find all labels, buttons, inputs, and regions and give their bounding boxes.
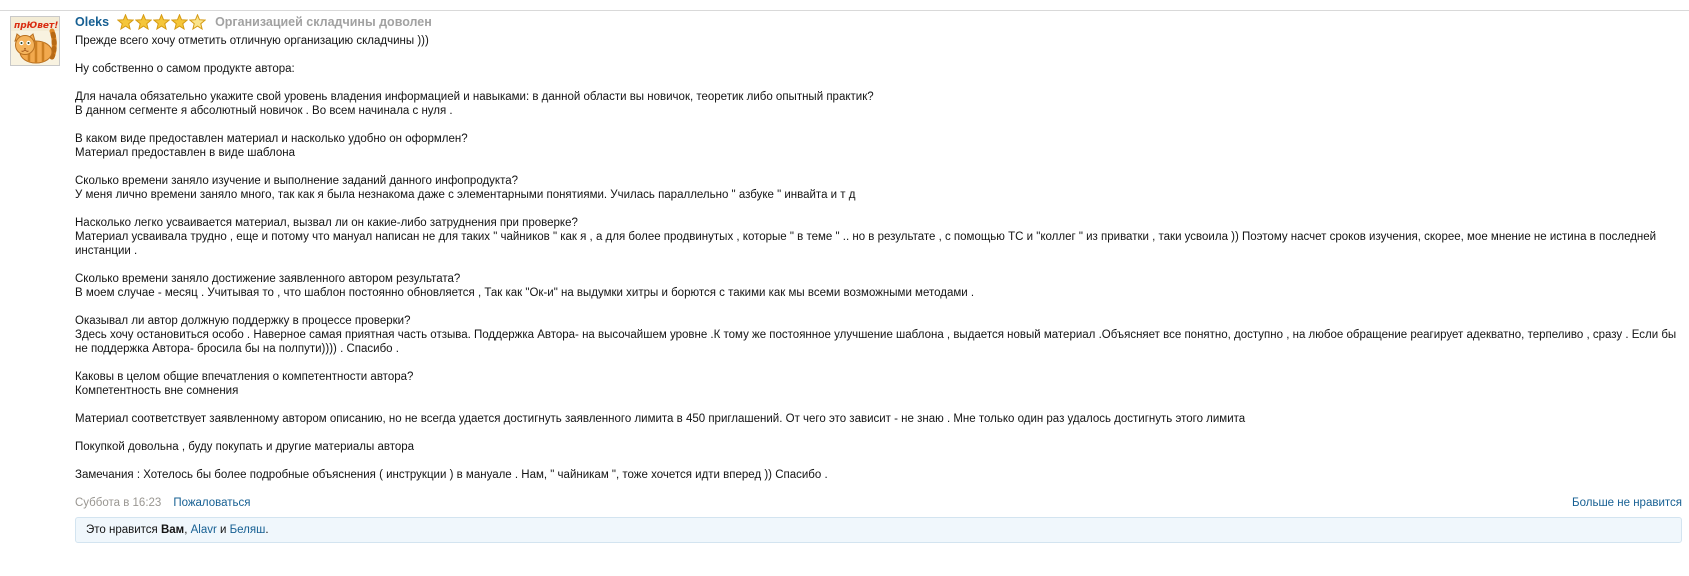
message-line: У меня лично времени заняло много, так как я была незнакома даже с элементарными понятиями. Училась параллельно " азбуке " инвайта и т д <box>75 189 856 202</box>
author-username-link[interactable]: Oleks <box>75 15 110 29</box>
message-line: Для начала обязательно укажите свой уровень владения информацией и навыками: в данной области вы новичок, теоретик либо опытный практик? <box>75 91 874 104</box>
message-line: Каковы в целом общие впечатления о компетентности автора? <box>75 371 414 384</box>
message-line: Прежде всего хочу отметить отличную организацию складчины ))) <box>75 35 429 48</box>
liker-username-link[interactable]: Беляш <box>229 524 266 537</box>
star-icon <box>171 14 188 30</box>
post-content <box>75 13 1682 543</box>
star-icon <box>117 14 134 30</box>
avatar[interactable] <box>10 16 60 66</box>
unlike-link[interactable]: Больше не нравится <box>1572 497 1682 510</box>
likes-text: Это нравится <box>86 524 161 537</box>
message-line: Оказывал ли автор должную поддержку в процессе проверки? <box>75 315 411 328</box>
message-line: Ну собственно о самом продукте автора: <box>75 63 295 76</box>
message-paragraph <box>75 272 1682 300</box>
message-line: Здесь хочу остановиться особо . Наверное самая приятная часть отзыва. Поддержка Автора- на высочайшем уровне .К тому же постоянное улучшение шаблона , выдается новый материал .Объясняет все понятно, доступно , на любое обращение реагирует адекватно, терпеливо , сразу . Если бы не поддержка Автора- бросила бы на полпути)))) . Спасибо . <box>75 329 1677 356</box>
star-icon <box>135 14 152 30</box>
message-paragraphs <box>75 62 1682 482</box>
liker-username-link[interactable]: Alavr <box>190 524 217 537</box>
likes-you: Вам <box>160 524 185 537</box>
likes-bar <box>75 517 1682 543</box>
message-paragraph <box>75 90 1682 118</box>
message-paragraph <box>75 370 1682 398</box>
likes-suffix: . <box>265 524 269 537</box>
star-icon <box>153 14 170 30</box>
likes-separator: , <box>184 524 191 537</box>
message-paragraph <box>75 216 1682 258</box>
review-title: Организацией складчины доволен <box>215 15 432 29</box>
post-divider <box>0 10 1689 11</box>
message-paragraph <box>75 132 1682 160</box>
likes-separator: и <box>216 524 230 537</box>
message-line: Покупкой довольна , буду покупать и другие материалы автора <box>75 441 415 454</box>
timestamp: Суббота в 16:23 <box>75 497 162 510</box>
message-line: Материал предоставлен в виде шаблона <box>75 147 295 160</box>
message-line: В каком виде предоставлен материал и насколько удобно он оформлен? <box>75 133 468 146</box>
message-paragraph <box>75 174 1682 202</box>
message-line: Сколько времени заняло достижение заявленного автором результата? <box>75 273 461 286</box>
message-body <box>75 34 1682 482</box>
message-paragraph <box>75 412 1682 426</box>
post-footer <box>75 495 1682 511</box>
avatar-greeting-text: прЮвет! <box>14 21 59 31</box>
message-paragraph <box>75 468 1682 482</box>
message-line: В данном сегменте я абсолютный новичок . Во всем начинала с нуля . <box>75 105 453 118</box>
message-paragraph <box>75 314 1682 356</box>
message-line: Замечания : Хотелось бы более подробные объяснения ( инструкции ) в мануале . Нам, " чайникам ", тоже хочется идти вперед )) Спасибо . <box>75 469 828 482</box>
message-line: Компетентность вне сомнения <box>75 385 239 398</box>
rating-stars <box>117 13 207 31</box>
message-paragraph <box>75 62 1682 76</box>
message-line: Материал усваивала трудно , еще и потому что мануал написан не для таких " чайников " как я , а для более продвинутых , которые " в теме " .. но в результате , с помощью ТС и "коллег " из приватки , таки усвоила )) Поэтому насчет сроков изучения, скорее, мое мнение не истина в последней инстанции . <box>75 231 1657 258</box>
message-line: В моем случае - месяц . Учитывая то , что шаблон постоянно обновляется , Так как "Ок-и" на выдумки хитры и борются с такими как мы всеми возможными методами . <box>75 287 975 300</box>
message-line: Сколько времени заняло изучение и выполнение заданий данного инфопродукта? <box>75 175 519 188</box>
report-link[interactable]: Пожаловаться <box>173 497 251 510</box>
post-header <box>75 13 1682 31</box>
message-paragraph <box>75 440 1682 454</box>
message-line: Материал соответствует заявленному автором описанию, но не всегда удается достигнуть заявленного лимита в 450 приглашений. От чего это зависит - не знаю . Мне только один раз удалось достигнуть этого лимита <box>75 413 1246 426</box>
star-icon <box>189 14 206 30</box>
avatar-cat-image <box>11 17 59 65</box>
message-line: Насколько легко усваивается материал, вызвал ли он какие-либо затруднения при проверке? <box>75 217 578 230</box>
